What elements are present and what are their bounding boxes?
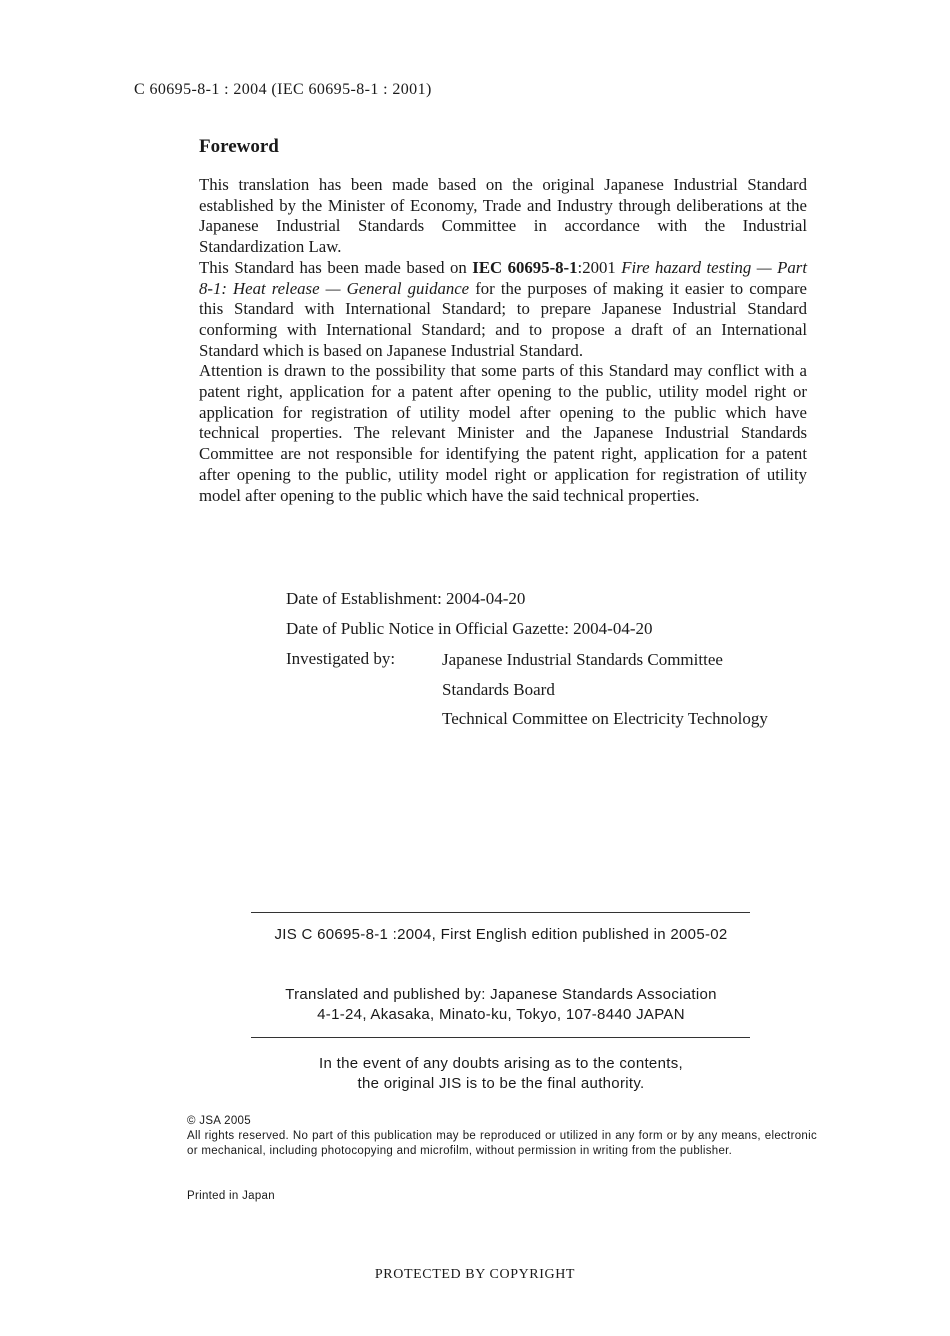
foreword-body [199, 175, 807, 506]
investigated-technical-committee: Technical Committee on Electricity Technology [442, 709, 768, 728]
divider-bottom [251, 1037, 750, 1038]
paragraph-patent: Attention is drawn to the possibility that some parts of this Standard may conflict with a patent right, application for a patent after opening to the public, utility model right or application for registration of utility model after opening to the public which have technical properties. The relevant Minister and the Japanese Industrial Standards Committee are not responsible for identifying the patent right, application for a patent after opening to the public, utility model right or application for registration of utility model after opening to the public which have the said technical properties. [199, 361, 807, 505]
investigated-board: Standards Board [442, 680, 555, 699]
protected-footer: PROTECTED BY COPYRIGHT [374, 1267, 576, 1282]
divider-top [251, 912, 750, 913]
paragraph-basis [199, 258, 807, 362]
basis-rest: for the purposes of making it easier to compare this Standard with International Standard; to prepare Japanese Industrial Standard conforming with International Standard; and to propose a draft of an International Standard which is based on Japanese Industrial Standard. [199, 278, 807, 360]
document-header: C 60695-8-1 : 2004 (IEC 60695-8-1 : 2001) [134, 81, 432, 98]
copyright-text: All rights reserved. No part of this publication may be reproduced or utilized in any form or by any means, electronic or mechanical, including photocopying and microfilm, without permission in writing from the publisher. [187, 1130, 817, 1157]
basis-lead: This Standard has been made based on [199, 257, 473, 277]
page-title: Foreword [199, 136, 279, 157]
basis-standard-title: Fire hazard testing — Part 8-1: Heat release — General guidance [199, 257, 807, 298]
basis-year: :2001 [577, 257, 622, 277]
basis-standard-ref: IEC 60695-8-1 [472, 257, 578, 277]
copyright-notice [187, 1114, 817, 1159]
paragraph-translation: This translation has been made based on the original Japanese Industrial Standard established by the Minister of Economy, Trade and Industry through deliberations at the Japanese Industrial Standards Committee in accordance with the Industrial Standardization Law. [199, 175, 807, 257]
edition-info: JIS C 60695-8-1 :2004, First English edition published in 2005-02 [274, 926, 728, 943]
date-establishment: Date of Establishment: 2004-04-20 [286, 589, 526, 608]
date-public-notice: Date of Public Notice in Official Gazette: 2004-04-20 [286, 619, 653, 638]
publisher-info [247, 985, 755, 1025]
printed-in: Printed in Japan [187, 1190, 275, 1202]
investigated-label: Investigated by: [286, 649, 396, 668]
authority-notice [247, 1054, 755, 1094]
publisher-line-1: Translated and published by: Japanese Standards Association [285, 986, 717, 1003]
authority-line-2: the original JIS is to be the final authority. [357, 1075, 645, 1092]
authority-line-1: In the event of any doubts arising as to the contents, [319, 1055, 683, 1072]
investigated-committee: Japanese Industrial Standards Committee [442, 650, 723, 669]
copyright-holder: © JSA 2005 [187, 1115, 251, 1127]
publisher-address: 4-1-24, Akasaka, Minato-ku, Tokyo, 107-8440 JAPAN [317, 1006, 685, 1023]
